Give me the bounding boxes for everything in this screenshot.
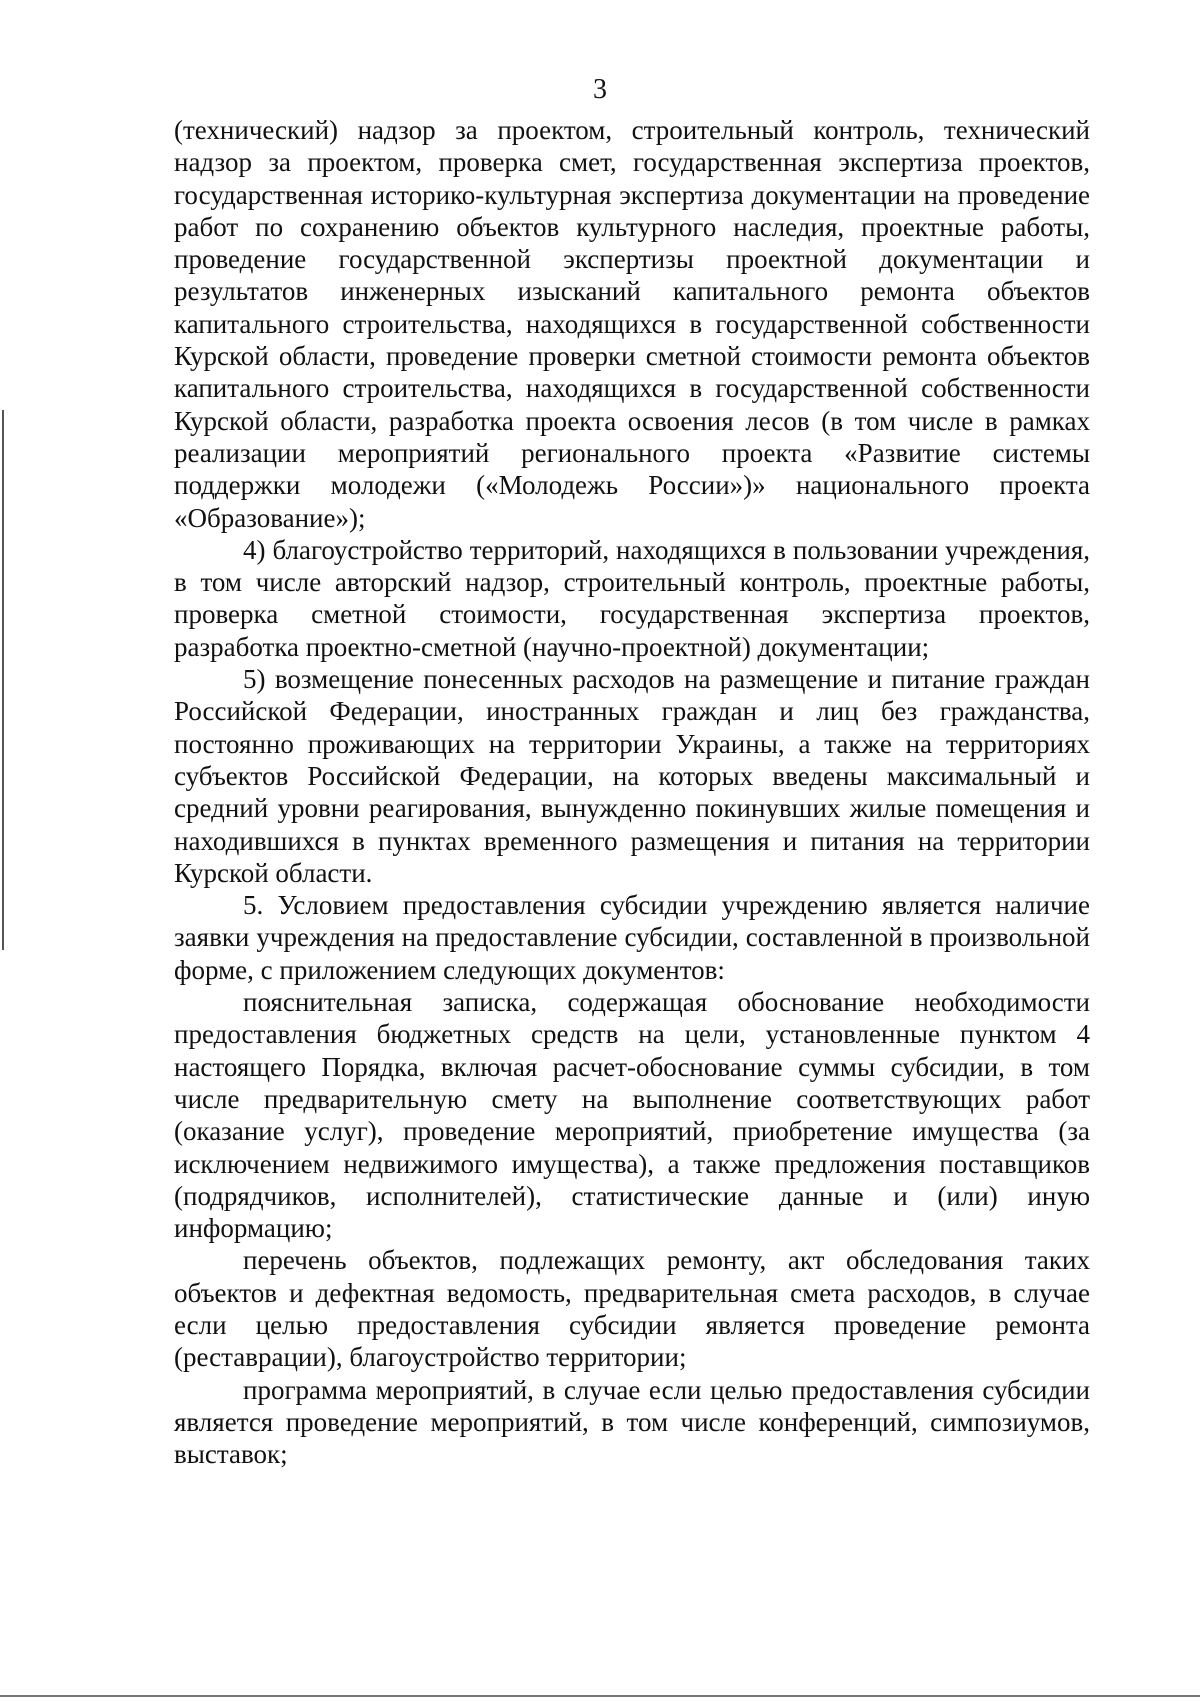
scan-edge-left <box>2 410 4 950</box>
document-body <box>174 114 1090 1470</box>
paragraph-objects-list: перечень объектов, подлежащих ремонту, акт обследования таких объектов и дефектная ведомость, предварительная смета расходов, в случае если целью предоставления субсидии является проведение ремонта (реставрации), благоустройство территории; <box>174 1245 1090 1373</box>
paragraph-item-4: 4) благоустройство территорий, находящихся в пользовании учреждения, в том числе авторский надзор, строительный контроль, проектные работы, проверка сметной стоимости, государственная экспертиза проектов, разработка проектно-сметной (научно-проектной) документации; <box>174 534 1090 662</box>
paragraph-continuation: (технический) надзор за проектом, строительный контроль, технический надзор за проектом, проверка смет, государственная экспертиза проектов, государственная историко-культурная экспертиза документации на проведение работ по сохранению объектов культурного наследия, проектные работы, проведение государственной экспертизы проектной документации и результатов инженерных изысканий капитального ремонта объектов капитального строительства, находящихся в государственной собственности Курской области, проведение проверки сметной стоимости ремонта объектов капитального строительства, находящихся в государственной собственности Курской области, разработка проекта освоения лесов (в том числе в рамках реализации мероприятий регионального проекта «Развитие системы поддержки молодежи («Молодежь России»)» национального проекта «Образование»); <box>174 115 1090 533</box>
paragraph-item-5: 5) возмещение понесенных расходов на размещение и питание граждан Российской Федерации, иностранных граждан и лиц без гражданства, постоянно проживающих на территории Украины, а также на территориях субъектов Российской Федерации, на которых введены максимальный и средний уровни реагирования, вынужденно покинувших жилые помещения и находившихся в пунктах временного размещения и питания на территории Курской области. <box>174 664 1090 888</box>
page-number: 3 <box>593 74 607 105</box>
paragraph-clause-5: 5. Условием предоставления субсидии учреждению является наличие заявки учреждения на предоставление субсидии, составленной в произвольной форме, с приложением следующих документов: <box>174 890 1090 985</box>
paragraph-explanatory-note: пояснительная записка, содержащая обоснование необходимости предоставления бюджетных средств на цели, установленные пунктом 4 настоящего Порядка, включая расчет-обоснование суммы субсидии, в том числе предварительную смету на выполнение соответствующих работ (оказание услуг), проведение мероприятий, приобретение имущества (за исключением недвижимого имущества), а также предложения поставщиков (подрядчиков, исполнителей), статистические данные и (или) иную информацию; <box>174 987 1090 1244</box>
scan-edge-bottom <box>0 1695 1200 1697</box>
paragraph-events-program: программа мероприятий, в случае если целью предоставления субсидии является проведение мероприятий, в том числе конференций, симпозиумов, выставок; <box>174 1374 1090 1470</box>
